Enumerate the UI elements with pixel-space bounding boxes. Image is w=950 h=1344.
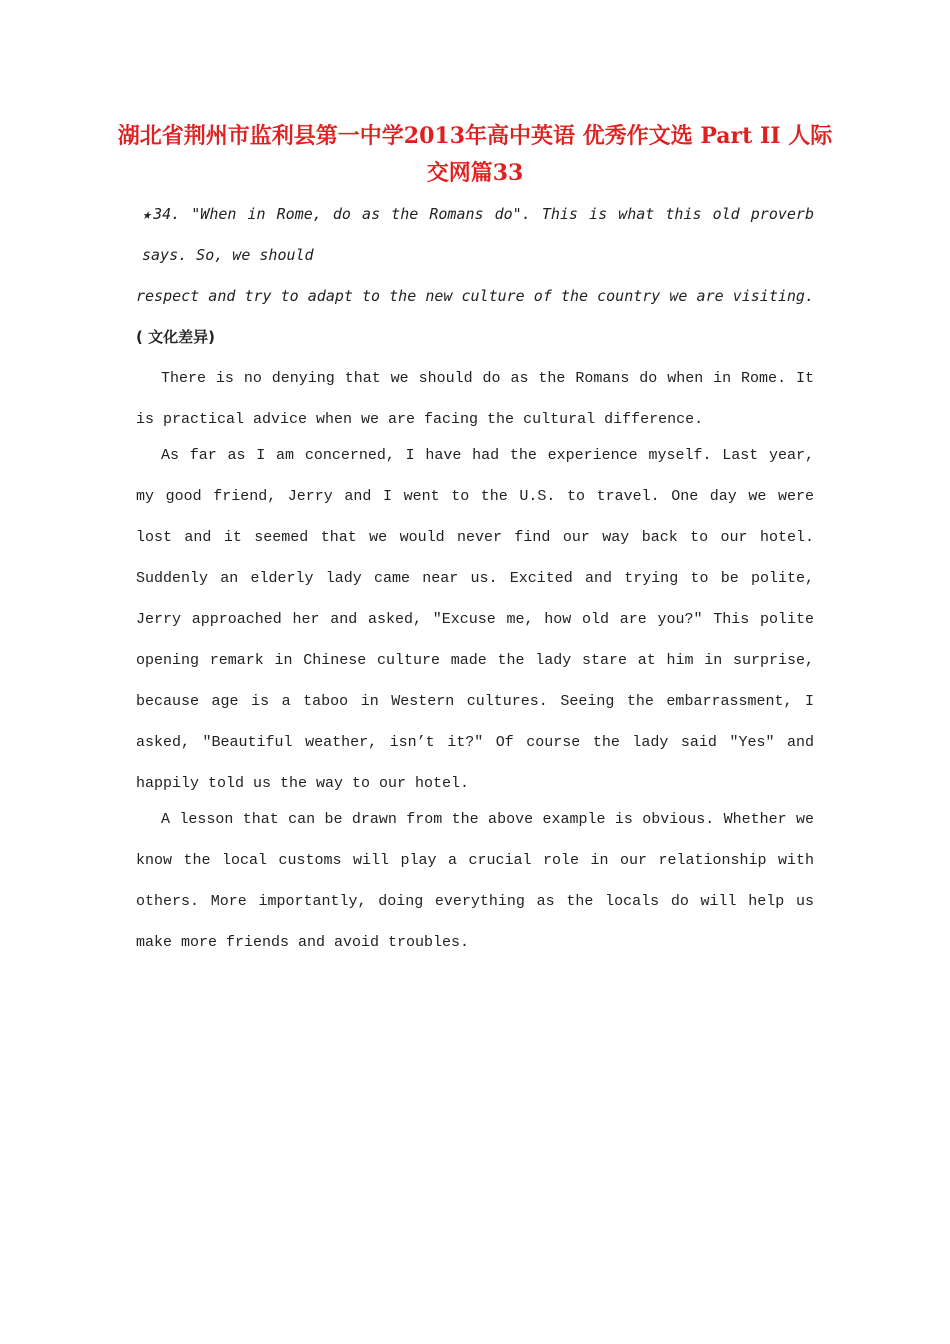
- prompt-line-1: ★34. "When in Rome, do as the Romans do". This is what this old proverb says. So, we should: [142, 205, 814, 264]
- essay-paragraph-3: A lesson that can be drawn from the above example is obvious. Whether we know the local customs will play a crucial role in our relationship with others. More importantly, doing everything as the locals do will help us make more friends and avoid troubles.: [136, 811, 814, 951]
- document-title: 湖北省荆州市监利县第一中学2013年高中英语 优秀作文选 Part II 人际交网篇33: [117, 123, 833, 186]
- essay-paragraph-2: As far as I am concerned, I have had the experience myself. Last year, my good friend, Jerry and I went to the U.S. to travel. One day we were lost and it seemed that we would never find our way back to our hotel. Suddenly an elderly lady came near us. Excited and trying to be polite, Jerry approached her and asked, "Excuse me, how old are you?" This polite opening remark in Chinese culture made the lady stare at him in surprise, because age is a taboo in Western cultures. Seeing the embarrassment, I asked, "Beautiful weather, isn’t it?" Of course the lady said "Yes" and happily told us the way to our hotel.: [136, 447, 814, 792]
- prompt-topic-tag: ( 文化差异): [136, 328, 215, 346]
- essay-body: [136, 358, 814, 963]
- essay-paragraph-1: There is no denying that we should do as the Romans do when in Rome. It is practical advice when we are facing the cultural difference.: [136, 370, 814, 428]
- essay-prompt: [136, 194, 814, 358]
- document-page: [117, 118, 833, 958]
- prompt-line-2: respect and try to adapt to the new culture of the country we are visiting.: [136, 287, 814, 305]
